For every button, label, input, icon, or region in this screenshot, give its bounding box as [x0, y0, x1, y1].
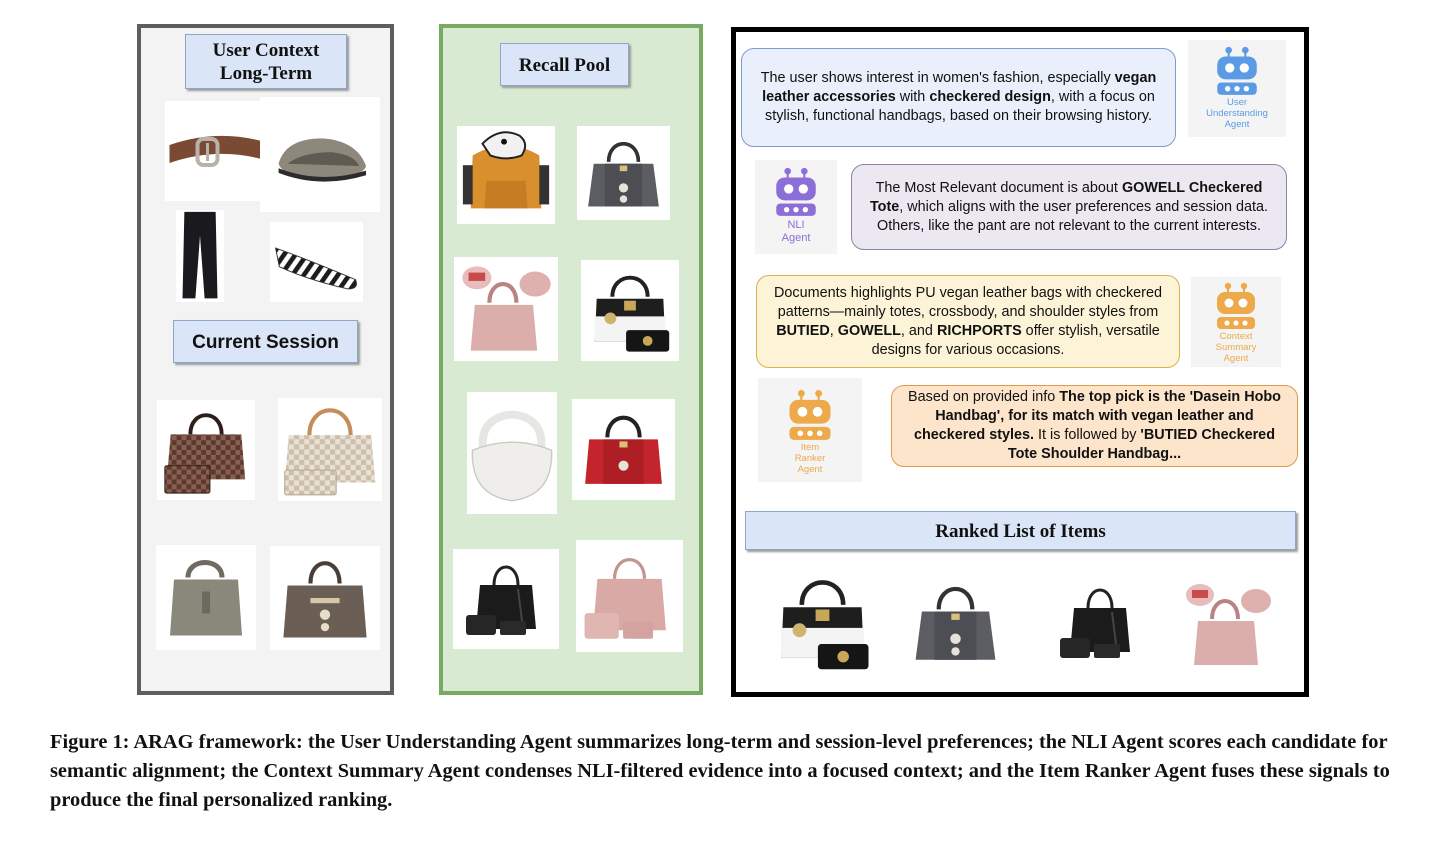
black-white-bag-image: [581, 260, 679, 361]
striped-flat-image: [270, 222, 363, 302]
nli-agent: NLI Agent: [755, 160, 837, 254]
ranked-item-3: [1050, 568, 1150, 676]
loafer-image: [260, 97, 380, 212]
hobo-bag-image: [467, 392, 557, 514]
pink-tote-image: [454, 257, 558, 361]
black-tote-set-image: [453, 549, 559, 649]
backpack-image: [457, 126, 555, 224]
bucket-bag-image: [156, 545, 256, 650]
figure-caption: Figure 1: ARAG framework: the User Understanding Agent summarizes long-term and session-level preferences; the NLI Agent scores each candidate for semantic alignment; the Context Summary Agent condenses NLI-filtered evidence into a focused context; and the Item Ranker Agent fuses these signals to produce the final personalized ranking.: [50, 731, 1390, 811]
belt-image: [165, 101, 266, 201]
robot-icon: [1211, 281, 1261, 331]
long-term-label: User Context Long-Term: [185, 34, 347, 89]
robot-icon: [770, 166, 822, 218]
nli-assessment: The Most Relevant document is about GOWELL Checkered Tote, which aligns with the user preferences and session data. Others, like the pant are not relevant to the current interests.: [851, 164, 1287, 250]
grey-tote-image: [577, 126, 670, 220]
item-ranker-agent: Item Ranker Agent: [758, 378, 862, 482]
user-understanding-summary: The user shows interest in women's fashion, especially vegan leather accessories with checkered design, with a focus on stylish, functional handbags, based on their browsing history.: [741, 48, 1176, 147]
taupe-tote-image: [270, 546, 380, 650]
red-bag-image: [572, 399, 675, 500]
pants-image: [176, 210, 224, 302]
pink-tote-set-image: [576, 540, 683, 652]
ranked-item-4: [1178, 575, 1278, 675]
context-summary-agent: Context Summary Agent: [1191, 277, 1281, 367]
checkered-tote-image: [157, 400, 255, 500]
ranked-item-2: [903, 568, 1008, 676]
robot-icon: [783, 388, 837, 442]
context-summary: Documents highlights PU vegan leather bags with checkered patterns—mainly totes, crossbody, and shoulder styles from BUTIED, GOWELL, and RICHPORTS offer stylish, versatile designs for various occasions.: [756, 275, 1180, 368]
robot-icon: [1211, 45, 1263, 97]
item-ranker-output: Based on provided info The top pick is the 'Dasein Hobo Handbag', for its match with vegan leather and checkered styles. It is followed by 'BUTIED Checkered Tote Shoulder Handbag...: [891, 385, 1298, 467]
user-understanding-agent: User Understanding Agent: [1188, 40, 1286, 137]
ranked-list-label: Ranked List of Items: [745, 511, 1296, 550]
recall-pool-label: Recall Pool: [500, 43, 629, 86]
checkered-tote-light-image: [278, 398, 382, 501]
ranked-item-1: [765, 562, 880, 680]
current-session-label: Current Session: [173, 320, 358, 363]
